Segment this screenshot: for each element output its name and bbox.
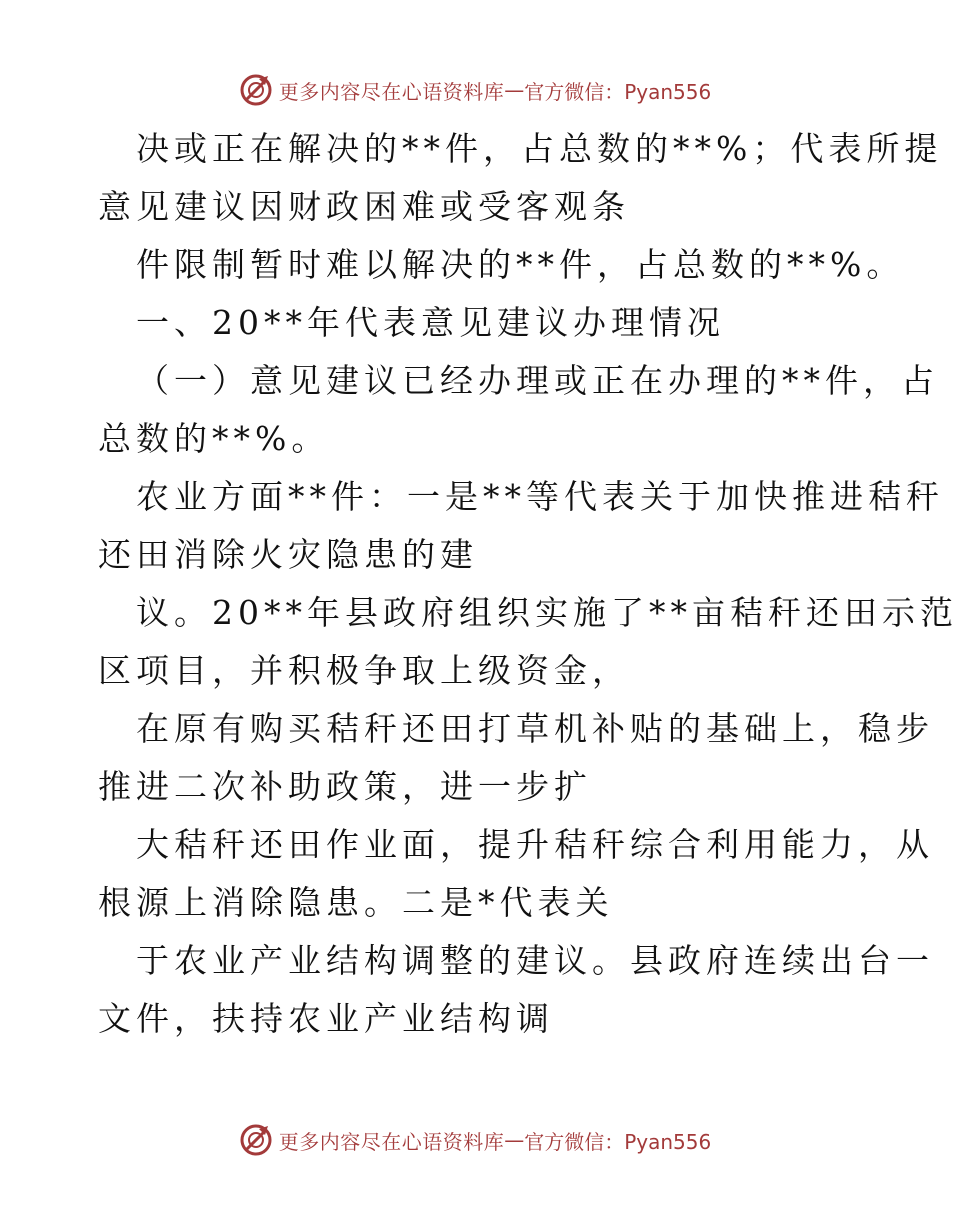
header-banner: [0, 70, 950, 110]
banner-text: 更多内容尽在心语资料库: [278, 79, 505, 104]
text-line: （一）意见建议已经办理或正在办理的**件，占: [136, 361, 939, 400]
text-line: 件限制暂时难以解决的**件，占总数的**%。: [136, 245, 905, 284]
text-line: 在原有购买秸秆还田打草机补贴的基础上，稳步: [136, 709, 934, 748]
text-line: 文件，扶持农业产业结构调: [98, 999, 554, 1038]
text-line: 农业方面**件：一是**等代表关于加快推进秸秆: [136, 477, 944, 516]
banner-wechat: 官方微信：Pyan556: [524, 1129, 712, 1154]
banner-text: 更多内容尽在心语资料库: [278, 1129, 505, 1154]
text-line: 于农业产业结构调整的建议。县政府连续出台一: [136, 941, 934, 980]
logo-icon: [239, 1123, 273, 1157]
banner-wechat: 官方微信：Pyan556: [524, 79, 712, 104]
text-line: 议。20**年县政府组织实施了**亩秸秆还田示范: [136, 593, 958, 632]
text-line: 大秸秆还田作业面，提升秸秆综合利用能力，从: [136, 825, 934, 864]
text-line: 总数的**%。: [98, 419, 330, 458]
document-body: [98, 120, 958, 1048]
banner-dash: —: [504, 1128, 525, 1152]
text-line: 推进二次补助政策，进一步扩: [98, 767, 592, 806]
section-heading: 一、20**年代表意见建议办理情况: [136, 303, 725, 342]
text-line: 根源上消除隐患。二是*代表关: [98, 883, 614, 922]
text-line: 还田消除火灾隐患的建: [98, 535, 478, 574]
footer-banner: [0, 1120, 950, 1160]
text-line: 区项目，并积极争取上级资金，: [98, 651, 630, 690]
banner-dash: —: [504, 78, 525, 102]
logo-icon: [239, 73, 273, 107]
text-line: 意见建议因财政困难或受客观条: [98, 187, 630, 226]
text-line: 决或正在解决的**件，占总数的**%；代表所提: [136, 129, 943, 168]
